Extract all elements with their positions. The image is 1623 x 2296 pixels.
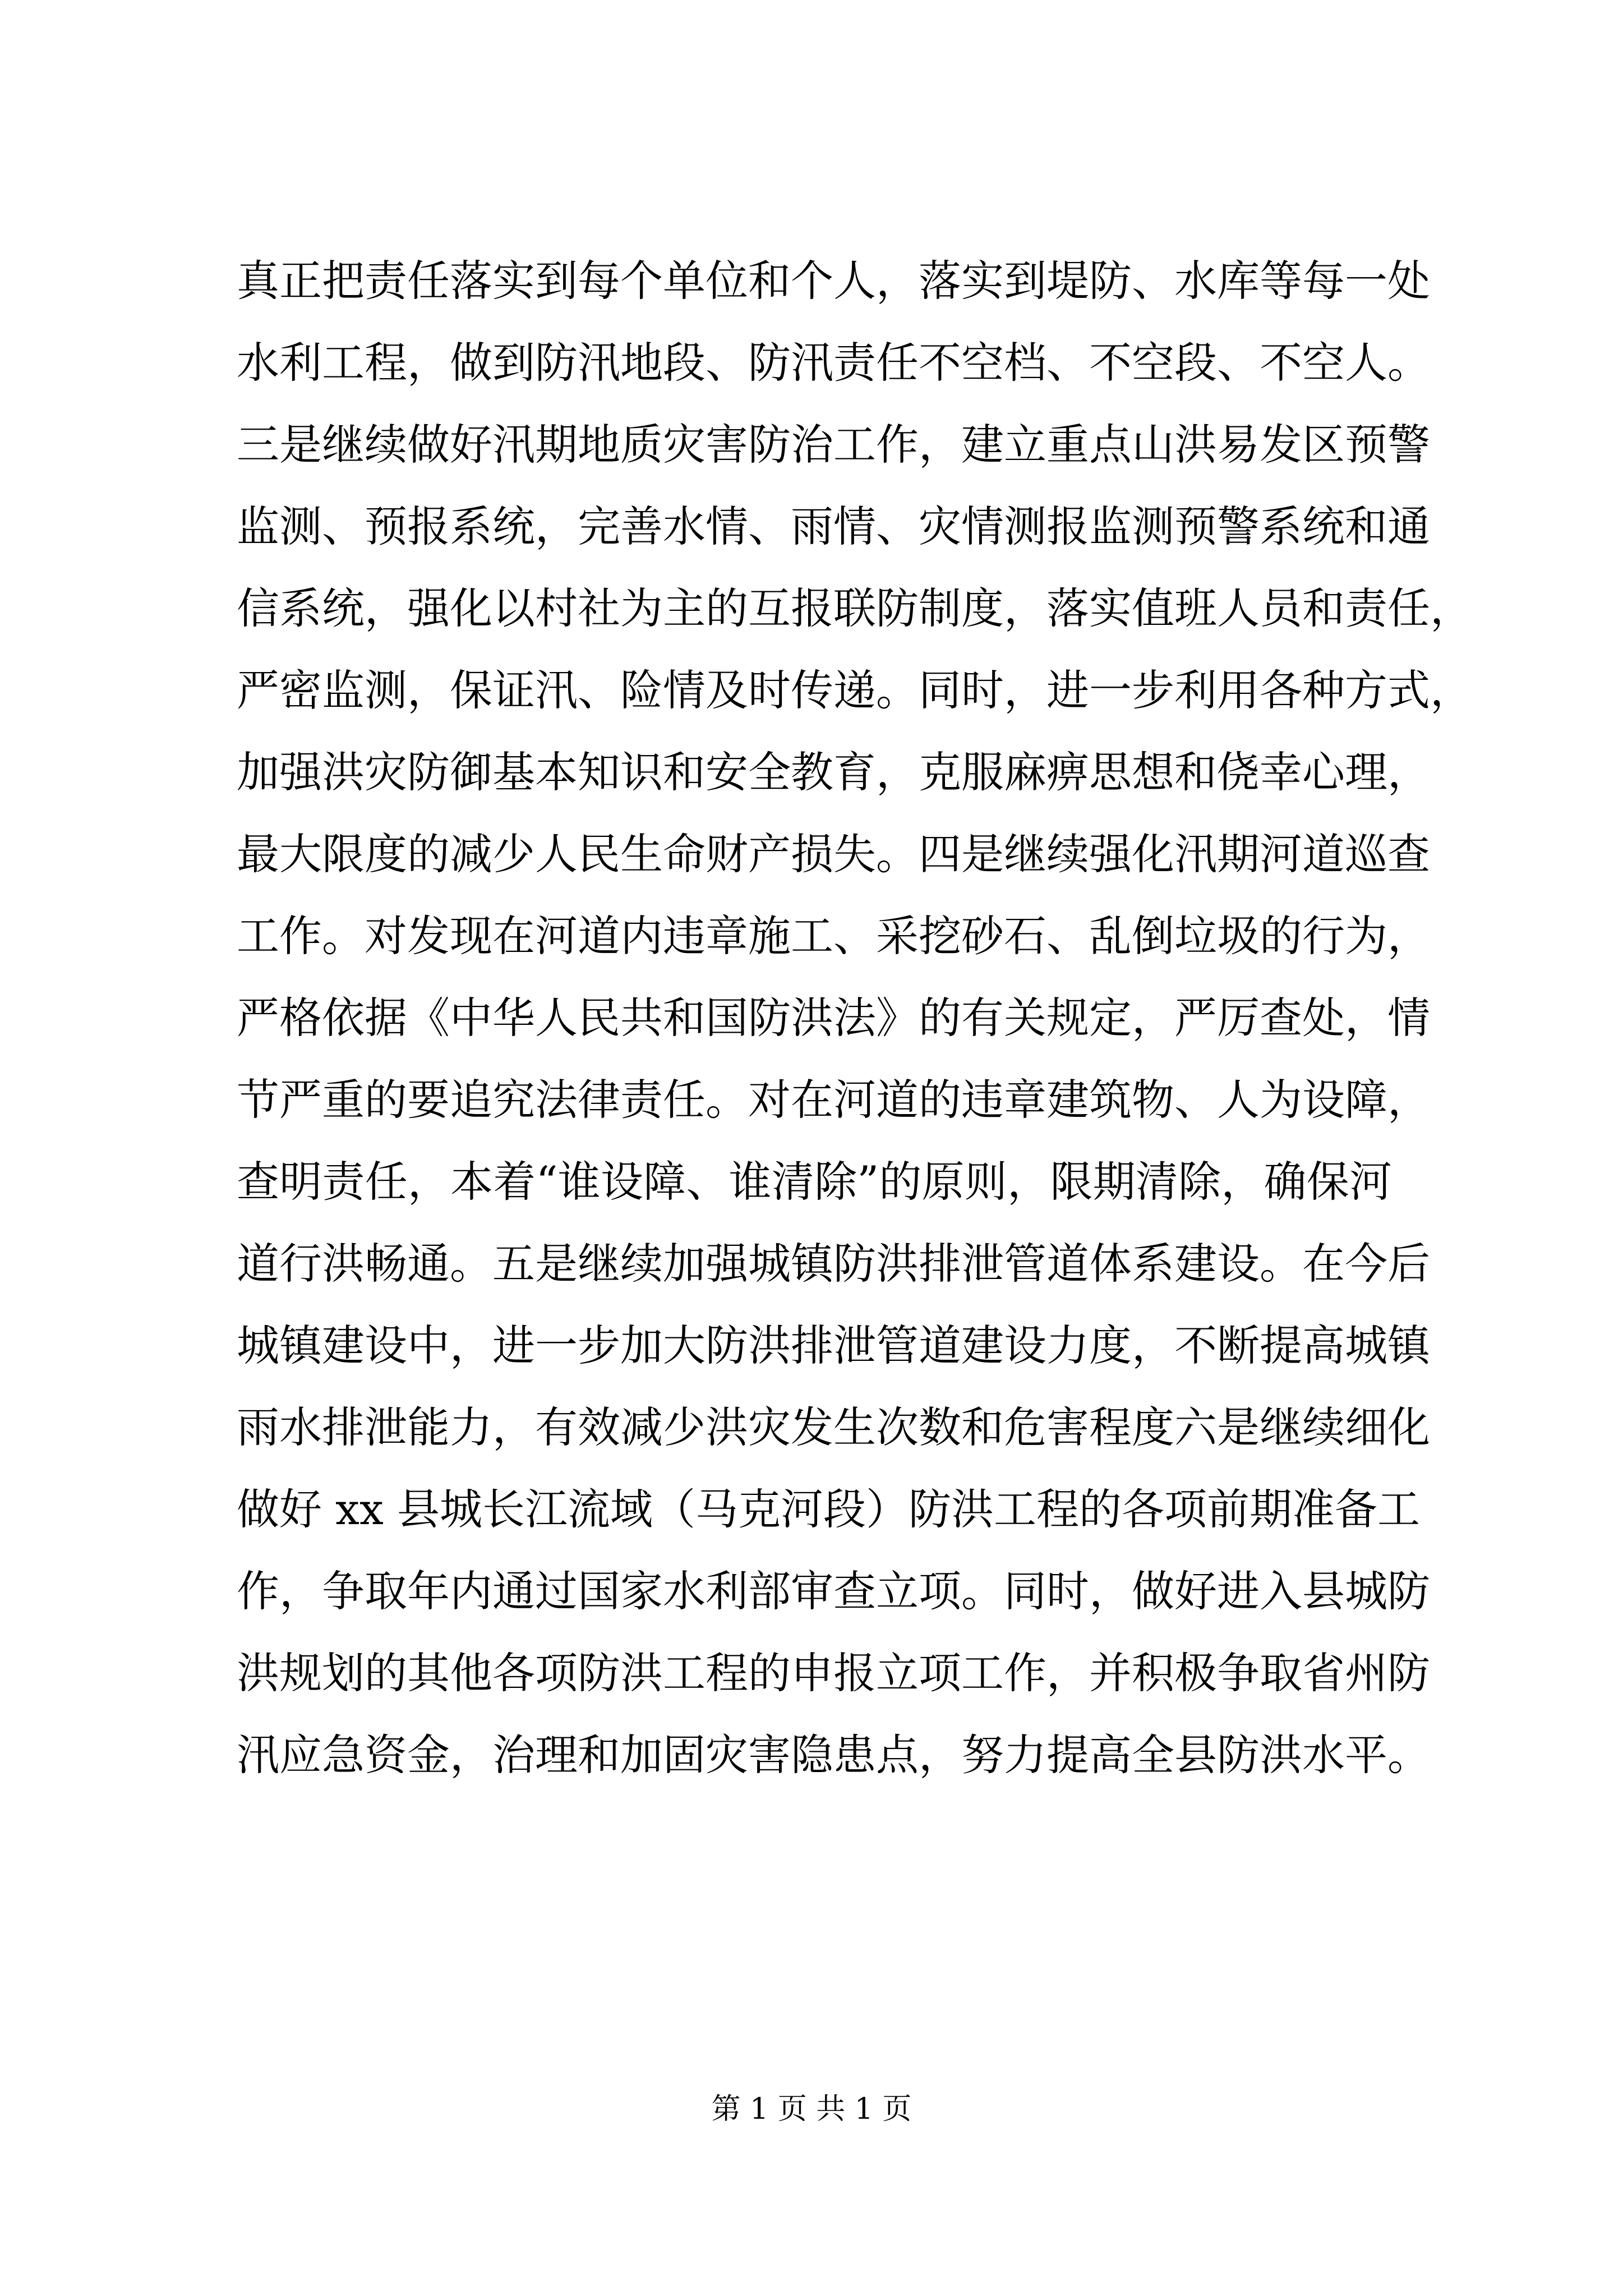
body-text bbox=[237, 240, 1473, 1796]
page-footer: 第 1 页 共 1 页 bbox=[711, 2092, 912, 2126]
text-line: 加强洪灾防御基本知识和安全教育，克服麻痹思想和侥幸心理， bbox=[237, 747, 1430, 797]
text-line: 雨水排泄能力，有效减少洪灾发生次数和危害程度六是继续细化 bbox=[237, 1402, 1430, 1452]
text-line: 信系统，强化以村社为主的互报联防制度，落实值班人员和责任， bbox=[237, 583, 1473, 633]
text-line: 道行洪畅通。五是继续加强城镇防洪排泄管道体系建设。在今后 bbox=[237, 1239, 1430, 1289]
text-line: 最大限度的减少人民生命财产损失。四是继续强化汛期河道巡查 bbox=[237, 829, 1430, 879]
text-line: 洪规划的其他各项防洪工程的申报立项工作，并积极争取省州防 bbox=[237, 1648, 1430, 1698]
text-line: 汛应急资金，治理和加固灾害隐患点，努力提高全县防洪水平。 bbox=[237, 1730, 1430, 1780]
text-line: 查明责任，本着“谁设障、谁清除”的原则，限期清除，确保河 bbox=[237, 1157, 1392, 1207]
text-line: 节严重的要追究法律责任。对在河道的违章建筑物、人为设障， bbox=[237, 1075, 1430, 1125]
text-line: 水利工程，做到防汛地段、防汛责任不空档、不空段、不空人。 bbox=[237, 338, 1430, 388]
text-line: 城镇建设中，进一步加大防洪排泄管道建设力度，不断提高城镇 bbox=[237, 1320, 1430, 1370]
text-line: 工作。对发现在河道内违章施工、采挖砂石、乱倒垃圾的行为， bbox=[237, 911, 1430, 961]
text-line: 严密监测，保证汛、险情及时传递。同时，进一步利用各种方式， bbox=[237, 665, 1473, 715]
text-line: 三是继续做好汛期地质灾害防治工作，建立重点山洪易发区预警 bbox=[237, 420, 1430, 470]
text-line: 做好 xx 县城长江流域（马克河段）防洪工程的各项前期准备工 bbox=[237, 1484, 1421, 1534]
text-line: 监测、预报系统，完善水情、雨情、灾情测报监测预警系统和通 bbox=[237, 501, 1430, 551]
text-line: 作，争取年内通过国家水利部审查立项。同时，做好进入县城防 bbox=[237, 1566, 1430, 1616]
text-line: 严格依据《中华人民共和国防洪法》的有关规定，严厉查处，情 bbox=[237, 993, 1430, 1043]
text-line: 真正把责任落实到每个单位和个人，落实到堤防、水库等每一处 bbox=[237, 256, 1430, 306]
